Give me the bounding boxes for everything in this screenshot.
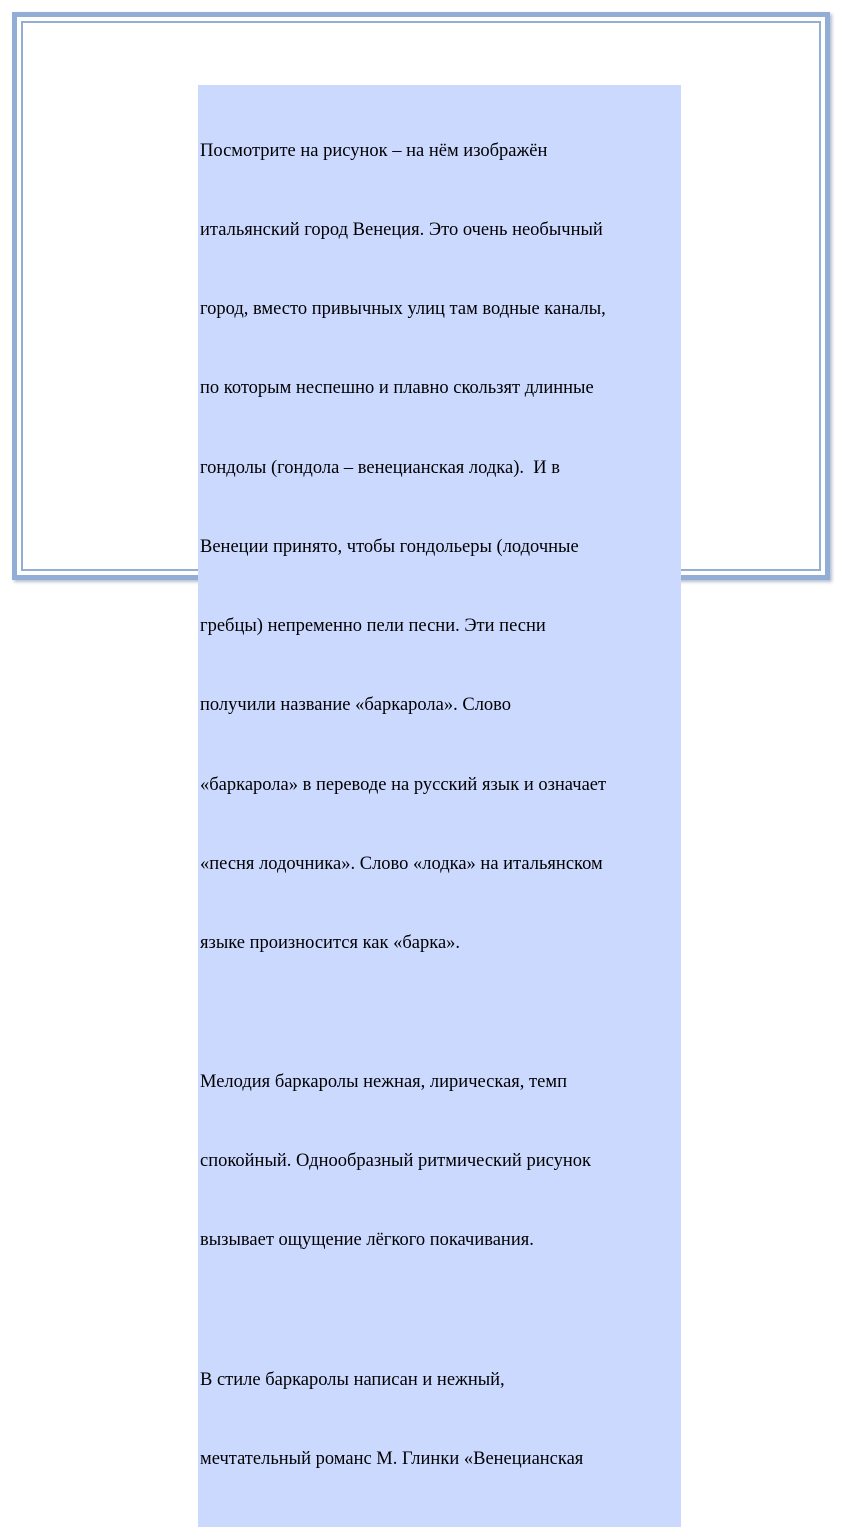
paragraph-venice-intro: [200, 85, 681, 1009]
text-line: языке произносится как «барка».: [200, 933, 461, 953]
paragraph-glinka-romance: [200, 1314, 681, 1525]
text-line: вызывает ощущение лёгкого покачивания.: [200, 1230, 534, 1251]
text-line: Посмотрите на рисунок – на нём изображён: [200, 140, 548, 161]
highlighted-text-block: [198, 85, 681, 1527]
text-line: В стиле баркаролы написан и нежный,: [200, 1369, 505, 1390]
text-line: Венеции принято, чтобы гондольеры (лодочные: [200, 536, 579, 557]
text-line: Мелодия баркаролы нежная, лирическая, темп: [200, 1072, 567, 1093]
text-line: «баркарола» в переводе на русский язык и означает: [200, 774, 607, 795]
text-line: спокойный. Однообразный ритмический рисунок: [200, 1151, 591, 1172]
text-line: город, вместо привычных улиц там водные каналы,: [200, 299, 606, 320]
text-line: гондолы (гондола – венецианская лодка). И в: [200, 457, 560, 478]
text-line: получили название «баркарола». Слово: [200, 695, 512, 716]
text-line: мечтательный романс М. Глинки «Венецианская: [200, 1448, 584, 1469]
text-line: «песня лодочника». Слово «лодка» на итальянском: [200, 853, 603, 874]
text-line: гребцы) непременно пели песни. Эти песни: [200, 616, 546, 637]
text-line: по которым неспешно и плавно скользят длинные: [200, 378, 594, 399]
paragraph-barcarolle-melody: [200, 1016, 681, 1306]
text-line: итальянский город Венеция. Это очень необычный: [200, 220, 603, 241]
